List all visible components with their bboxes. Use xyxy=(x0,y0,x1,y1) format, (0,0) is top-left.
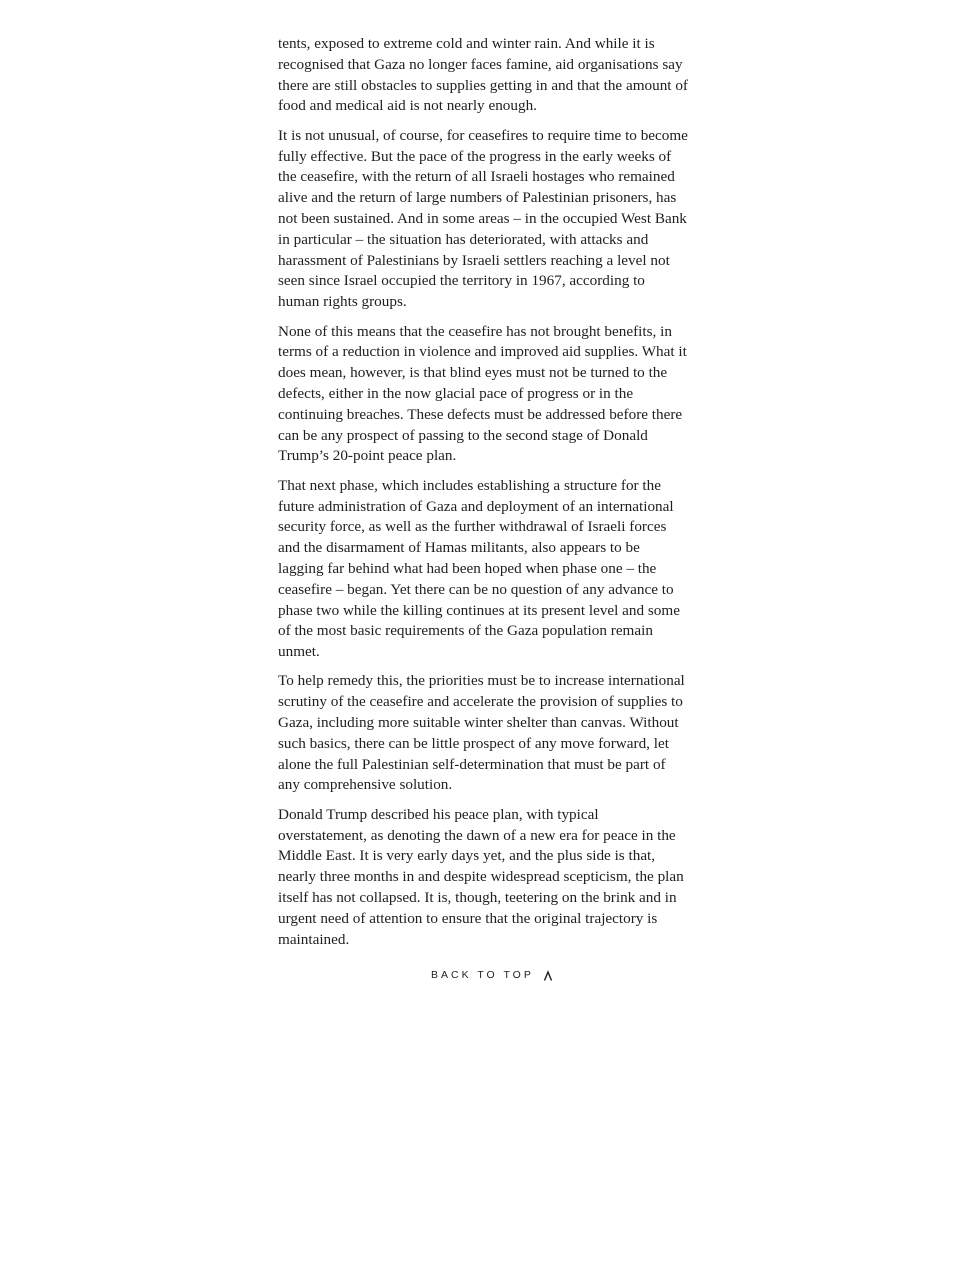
article-paragraph: It is not unusual, of course, for ceasefires to require time to become fully effective. But the pace of the progress in the early weeks of the ceasefire, with the return of all Israeli hostages who remained alive and the return of large numbers of Palestinian prisoners, has not been sustained. And in some areas – in the occupied West Bank in particular – the situation has deteriorated, with attacks and harassment of Palestinians by Israeli settlers reaching a level not seen since Israel occupied the territory in 1967, according to human rights groups. xyxy=(278,126,688,311)
article-paragraph: None of this means that the ceasefire has not brought benefits, in terms of a reduction in violence and improved aid supplies. What it does mean, however, is that blind eyes must not be turned to the defects, either in the now glacial pace of progress or in the continuing breaches. These defects must be addressed before there can be any prospect of passing to the second stage of Donald Trump’s 20-point peace plan. xyxy=(278,322,687,465)
article-paragraph: tents, exposed to extreme cold and winter rain. And while it is recognised that Gaza no longer faces famine, aid organisations say there are still obstacles to supplies getting in and that the amount of food and medical aid is not nearly enough. xyxy=(278,35,688,115)
article-body xyxy=(278,34,688,959)
caret-up-icon xyxy=(543,969,553,981)
article-paragraph: That next phase, which includes establishing a structure for the future administration of Gaza and deployment of an international security force, as well as the further withdrawal of Israeli forces and the disarmament of Hamas militants, also appears to be lagging far behind what had been hoped when phase one – the ceasefire – began. Yet there can be no question of any advance to phase two while the killing continues at its present level and some of the most basic requirements of the Gaza population remain unmet. xyxy=(278,476,680,661)
article-paragraph: Donald Trump described his peace plan, with typical overstatement, as denoting the dawn of a new era for peace in the Middle East. It is very early days yet, and the plus side is that, nearly three months in and despite widespread scepticism, the plan itself has not collapsed. It is, though, teetering on the brink and in urgent need of attention to ensure that the original trajectory is maintained. xyxy=(278,805,684,948)
back-to-top-label: BACK TO TOP xyxy=(431,969,534,981)
article-paragraph: To help remedy this, the priorities must be to increase international scrutiny of the ceasefire and accelerate the provision of supplies to Gaza, including more suitable winter shelter than canvas. Without such basics, there can be little prospect of any move forward, let alone the full Palestinian self-determination that must be part of any comprehensive solution. xyxy=(278,672,685,794)
back-to-top-link[interactable] xyxy=(431,969,553,981)
